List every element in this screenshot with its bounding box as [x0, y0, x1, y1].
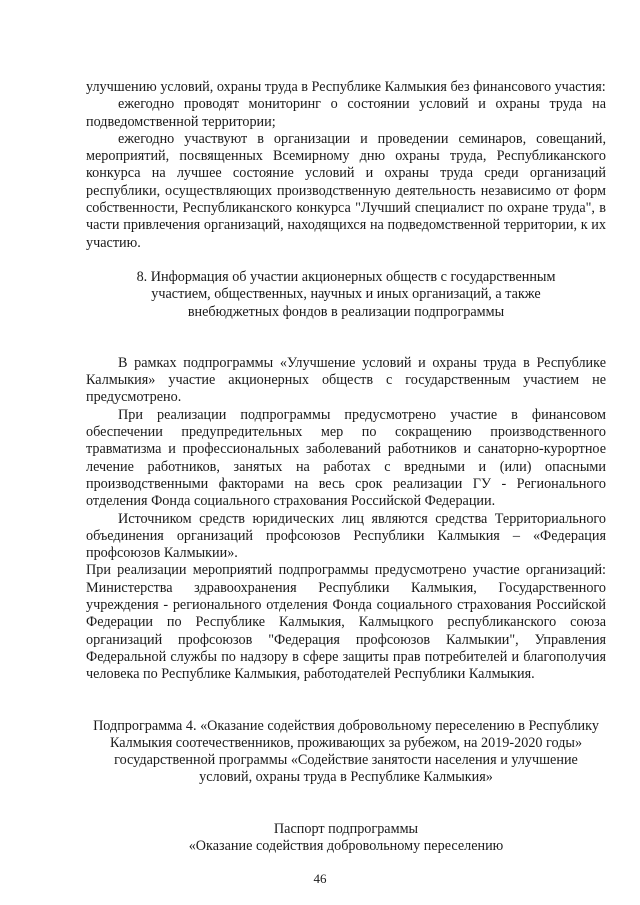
paragraph-continuation: улучшению условий, охраны труда в Республике Калмыкия без финансового участия: — [86, 79, 606, 95]
paragraph-seminars: ежегодно участвуют в организации и проведении семинаров, совещаний, мероприятий, посвященных Всемирному дню охраны труда, Республиканского конкурса на лучшее состояние условий и охраны труда среди организаций республики, осуществляющих производственную деятельность независимо от форм собственности, Республиканского конкурса "Лучший специалист по охране труда", в части привлечения организаций, находящихся на подведомственной территории, к их участию. — [86, 130, 606, 251]
paragraph-funding-source: Источником средств юридических лиц являются средства Территориального объединения организаций профсоюзов Республики Калмыкия – «Федерация профсоюзов Калмыкии». — [86, 510, 606, 562]
paragraph-no-joint-stock: В рамках подпрограммы «Улучшение условий и охраны труда в Республике Калмыкия» участие акционерных обществ с государственным участием не предусмотрено. — [86, 354, 606, 406]
subprogram-4-heading: Подпрограмма 4. «Оказание содействия добровольному переселению в Республику Калмыкия соотечественников, проживающих за рубежом, на 2019-2020 годы» государственной программы «Содействие занятости населения и улучшение условий, охраны труда в Республике Калмыкия» — [93, 717, 599, 786]
section-heading-8: 8. Информация об участии акционерных обществ с государственным участием, общественных, научных и иных организаций, а также внебюджетных фондов в реализации подпрограммы — [136, 268, 556, 320]
paragraph-social-insurance: При реализации подпрограммы предусмотрено участие в финансовом обеспечении предупредительных мер по сокращению производственного травматизма и профессиональных заболеваний работников и санаторно-курортное лечение работников, занятых на работах с вредными и (или) опасными производственными факторами на весь срок реализации ГУ - Регионального отделения Фонда социального страхования Российской Федерации. — [86, 406, 606, 510]
paragraph-participants: При реализации мероприятий подпрограммы предусмотрено участие организаций: Министерства здравоохранения Республики Калмыкия, Государственного учреждения - регионального отделения Фонда социального страхования Российской Федерации по Республике Калмыкия, Калмыцкого республиканского союза организаций профсоюзов "Федерация профсоюзов Калмыкии", Управления Федеральной службы по надзору в сфере защиты прав потребителей и благополучия человека по Республике Калмыкия, работодателей Республики Калмыкия. — [86, 562, 606, 683]
page-number: 46 — [313, 871, 327, 886]
document-body — [86, 79, 606, 855]
passport-subtitle: «Оказание содействия добровольному переселению — [188, 837, 504, 854]
passport-title: Паспорт подпрограммы — [273, 820, 419, 837]
paragraph-monitoring: ежегодно проводят мониторинг о состоянии условий и охраны труда на подведомственной территории; — [86, 96, 606, 130]
